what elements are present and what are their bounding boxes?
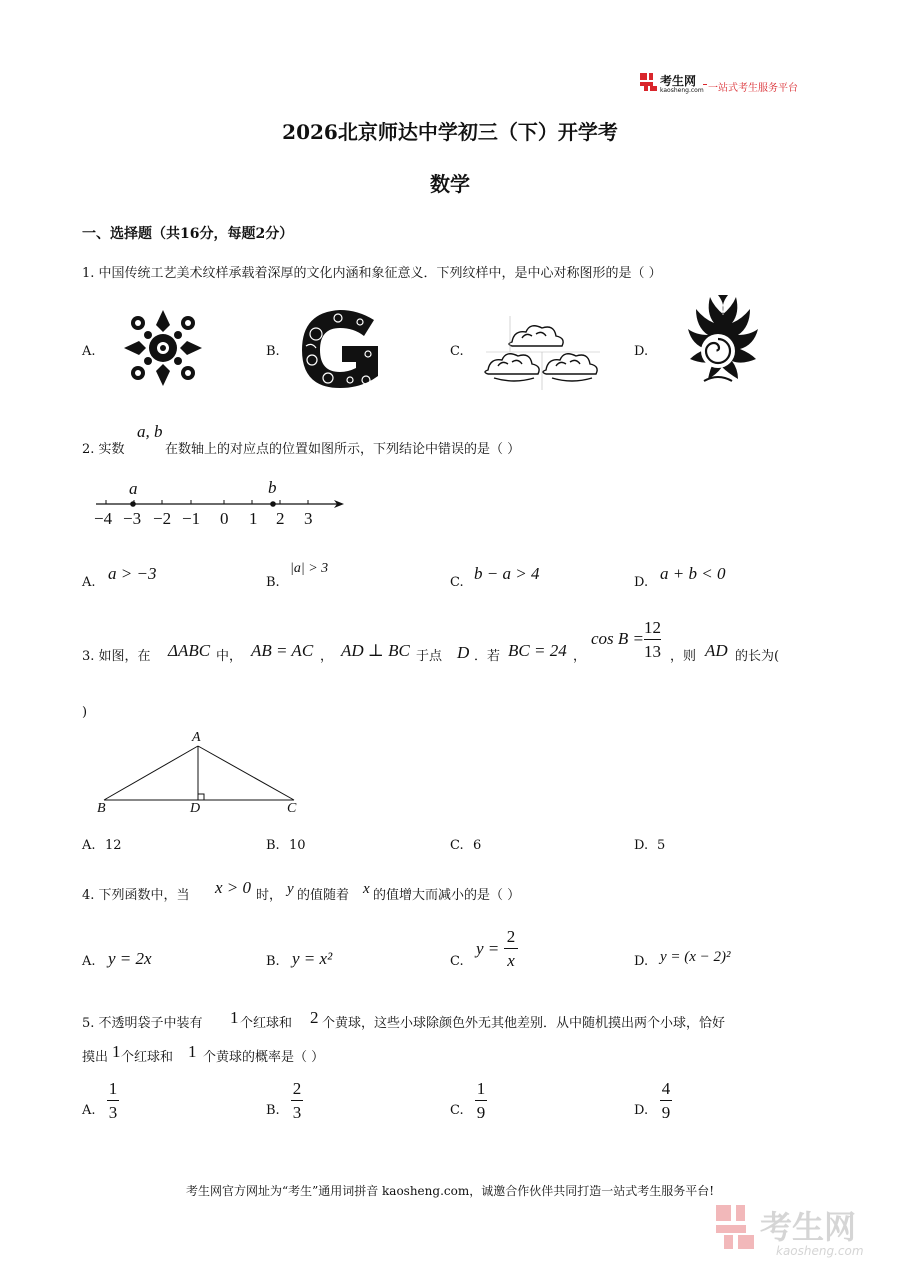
q4-x: x <box>363 881 370 897</box>
q5-option-b-den: 3 <box>292 1103 302 1122</box>
q5-option-d-num: 4 <box>661 1079 671 1098</box>
q3-zh5: 的长为( <box>735 649 780 664</box>
q4-option-d-label: D. <box>634 954 649 969</box>
q3-option-d-label: D. <box>634 838 649 853</box>
logo-text: 考生网 <box>660 74 697 88</box>
q4-suffix: 的值增大而减小的是（ ） <box>373 888 521 903</box>
point-b-label: b <box>268 478 277 497</box>
slogan-dash <box>703 84 707 85</box>
q2-option-c-label: C. <box>450 575 464 590</box>
q3-option-d-value: 5 <box>657 838 666 853</box>
q3-zh3: ．若 <box>474 649 501 664</box>
q3-zh4: ，则 <box>670 649 697 664</box>
q5-option-a-num: 1 <box>108 1079 118 1098</box>
axis-tick-label: −3 <box>123 509 142 528</box>
q3-prefix: 3. 如图，在 <box>82 649 151 664</box>
q4-option-c-label: C. <box>450 954 464 969</box>
q5-option-d-den: 9 <box>661 1103 671 1122</box>
q3-cos-den: 13 <box>644 642 661 661</box>
q2-option-d-expr: a + b < 0 <box>660 564 726 583</box>
pattern-flame-icon <box>674 293 762 391</box>
q3-ad: AD <box>705 641 728 660</box>
q1-option-a-label: A. <box>82 344 96 359</box>
q5-line2b: 个红球和 <box>121 1050 174 1065</box>
q3-triangle: ΔABC <box>168 641 211 660</box>
q5-option-a-label: A. <box>82 1103 96 1118</box>
logo-slogan: 一站式考生服务平台 <box>708 83 798 94</box>
q3-option-a-label: A. <box>82 838 96 853</box>
q5-n1: 1 <box>230 1008 239 1027</box>
q2-option-b-label: B. <box>266 575 280 590</box>
q4-option-c-den: x <box>507 951 515 970</box>
q3-cos: cos B = <box>591 629 645 648</box>
q4-y: y <box>287 881 294 897</box>
q4-option-b-expr: y = x² <box>292 949 333 968</box>
watermark-sub: kaosheng.com <box>776 1244 864 1258</box>
q4-option-d-expr: y = (x − 2)² <box>660 949 731 965</box>
q1-option-d-label: D. <box>634 344 649 359</box>
q5-option-d-label: D. <box>634 1103 649 1118</box>
q1-option-b-label: B. <box>266 344 280 359</box>
q2-option-c-expr: b − a > 4 <box>474 564 540 583</box>
q4-cond: x > 0 <box>215 878 252 897</box>
q3-eq3: BC = 24 <box>508 641 567 660</box>
q5-n3: 1 <box>112 1042 121 1061</box>
page-subject: 数学 <box>430 172 470 196</box>
q4-option-a-label: A. <box>82 954 96 969</box>
fig-label-a: A <box>192 730 201 745</box>
q5-line1b: 个红球和 <box>240 1016 293 1031</box>
q5-option-c-num: 1 <box>476 1079 486 1098</box>
q3-close: ) <box>82 705 88 720</box>
q3-cos-num: 12 <box>644 618 661 637</box>
q2-option-d-label: D. <box>634 575 649 590</box>
q3-cos-fraction <box>644 619 661 660</box>
q3-comma: ， <box>320 649 334 664</box>
q4-option-c-fraction <box>504 928 518 969</box>
q5-option-a-den: 3 <box>108 1103 118 1122</box>
q5-option-c-label: C. <box>450 1103 464 1118</box>
q5-line2a: 摸出 <box>82 1050 109 1065</box>
axis-tick-label: 2 <box>276 509 285 528</box>
logo-sub: kaosheng.com <box>660 87 704 94</box>
page-title: 2026北京师达中学初三（下）开学考 <box>282 120 618 144</box>
q3-comma2: ， <box>573 649 587 664</box>
q4-prefix: 4. 下列函数中，当 <box>82 888 190 903</box>
q2-prefix: 2. 实数 <box>82 442 125 457</box>
kaosheng-logo-icon <box>640 73 658 91</box>
q3-option-c-value: 6 <box>473 838 482 853</box>
q5-option-b-fraction <box>291 1080 303 1121</box>
q3-option-b-label: B. <box>266 838 280 853</box>
q2-option-a-label: A. <box>82 575 96 590</box>
q3-zh2: 于点 <box>416 649 443 664</box>
q2-option-b-expr: |a| > 3 <box>290 561 329 576</box>
axis-tick-label: −1 <box>182 509 201 528</box>
q4-option-c-lhs: y = <box>476 939 500 958</box>
q3-zh1: 中， <box>216 649 243 664</box>
q5-option-b-num: 2 <box>292 1079 302 1098</box>
q5-option-c-fraction <box>475 1080 487 1121</box>
q3-eq2: AD ⊥ BC <box>341 641 410 660</box>
q4-mid: 时， <box>256 888 283 903</box>
q5-line1a: 5. 不透明袋子中装有 <box>82 1016 203 1031</box>
axis-tick-label: 3 <box>304 509 313 528</box>
q5-option-b-label: B. <box>266 1103 280 1118</box>
watermark-text: 考生网 <box>760 1208 857 1246</box>
q4-option-c-num: 2 <box>506 927 516 946</box>
q5-n2: 2 <box>310 1008 319 1027</box>
q1-option-c-label: C. <box>450 344 464 359</box>
watermark-logo-icon <box>716 1205 756 1251</box>
q3-option-c-label: C. <box>450 838 464 853</box>
q5-line2c: 个黄球的概率是（ ） <box>203 1050 325 1065</box>
q3-option-b-value: 10 <box>289 838 306 853</box>
pattern-cloud-icon <box>484 312 602 392</box>
axis-tick-label: −2 <box>153 509 172 528</box>
q3-point: D <box>457 643 470 662</box>
pattern-letter-g-icon <box>298 310 382 390</box>
fig-label-c: C <box>287 801 297 816</box>
axis-tick-label: 0 <box>220 509 229 528</box>
q5-option-a-fraction <box>107 1080 119 1121</box>
q5-option-c-den: 9 <box>476 1103 486 1122</box>
footer-text: 考生网官方网址为“考生”通用词拼音 kaosheng.com，诚邀合作伙伴共同打造一站式考生服务平台! <box>185 1184 715 1198</box>
fig-label-d: D <box>190 801 201 816</box>
q5-option-d-fraction <box>660 1080 672 1121</box>
pattern-snowflake-icon <box>118 305 208 391</box>
q2-option-a-expr: a > −3 <box>108 564 157 583</box>
q5-n4: 1 <box>188 1042 197 1061</box>
q3-option-a-value: 12 <box>105 838 122 853</box>
q2-vars: a, b <box>137 422 163 441</box>
axis-tick-label: −4 <box>94 509 113 528</box>
point-a-label: a <box>129 479 138 498</box>
point-a-marker <box>130 501 136 507</box>
fig-label-b: B <box>97 801 106 816</box>
q4-mid2: 的值随着 <box>297 888 350 903</box>
q4-option-a-expr: y = 2x <box>108 949 152 968</box>
axis-tick-label: 1 <box>249 509 258 528</box>
q5-line1c: 个黄球，这些小球除颜色外无其他差别．从中随机摸出两个小球，恰好 <box>322 1016 726 1031</box>
q2-suffix: 在数轴上的对应点的位置如图所示，下列结论中错误的是（ ） <box>165 442 521 457</box>
q1-text: 1. 中国传统工艺美术纹样承载着深厚的文化内涵和象征意义．下列纹样中，是中心对称图形的是（ ） <box>82 266 662 281</box>
q3-eq1: AB = AC <box>251 641 314 660</box>
point-b-marker <box>270 501 276 507</box>
section-heading: 一、选择题（共16分，每题2分） <box>82 226 294 242</box>
q4-option-b-label: B. <box>266 954 280 969</box>
